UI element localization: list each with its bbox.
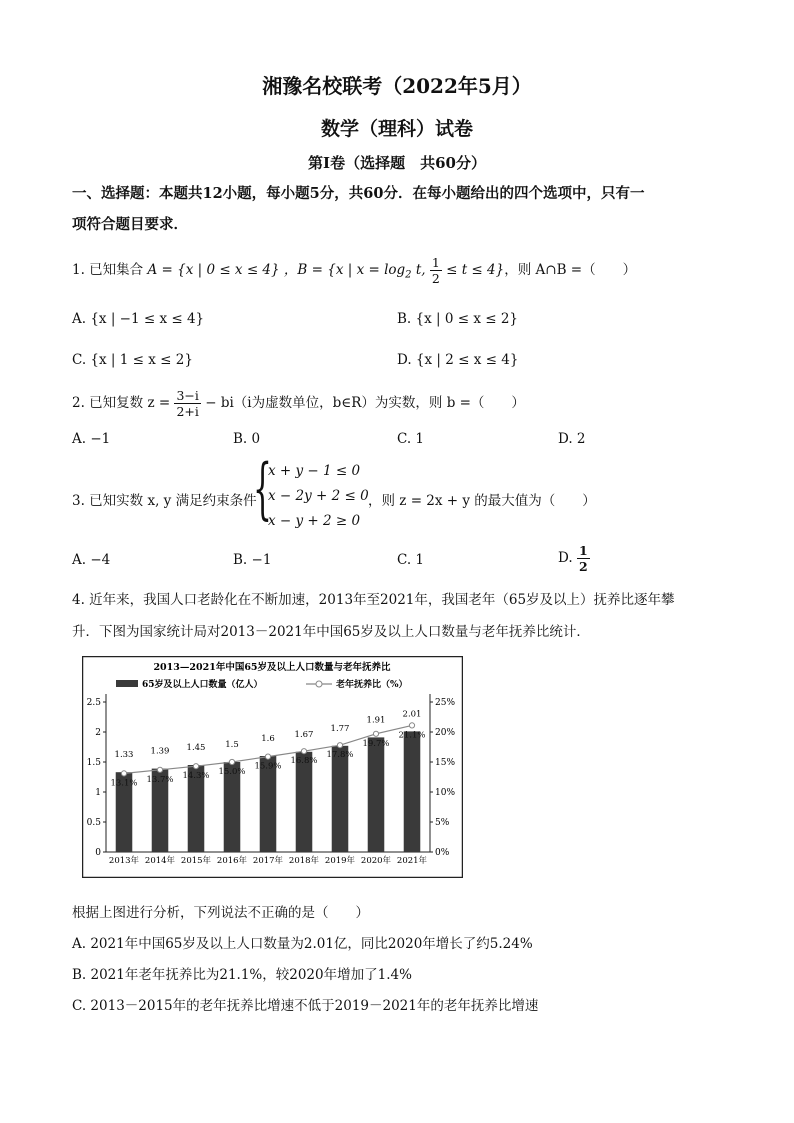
- q1-frac-den: 2: [431, 271, 440, 286]
- ratio-value-label: 13.7%: [146, 774, 174, 785]
- right-tick-label: 15%: [435, 758, 456, 768]
- left-tick-label: 1: [95, 788, 101, 798]
- q3-option-d[interactable]: [558, 543, 590, 574]
- q1-option-b[interactable]: B. {x | 0 ≤ x ≤ 2}: [397, 311, 519, 327]
- left-tick-label: 0: [95, 848, 101, 858]
- q4-option-b[interactable]: B. 2021年老年抚养比为21.1%，较2020年增加了1.4%: [72, 967, 412, 983]
- q3-constraint-3: x − y + 2 ≥ 0: [268, 513, 361, 529]
- chart-title: 2013—2021年中国65岁及以上人口数量与老年抚养比: [153, 662, 391, 673]
- bar: [296, 752, 313, 852]
- bar-value-label: 2.01: [402, 709, 422, 720]
- bar-value-label: 1.6: [261, 734, 275, 744]
- ratio-value-label: 17.8%: [326, 750, 354, 761]
- q1-suffix: ，则 A∩B =（ ）: [504, 262, 637, 278]
- x-tick-label: 2017年: [252, 856, 284, 866]
- q3-option-b[interactable]: B. −1: [233, 552, 272, 568]
- ratio-point: [301, 749, 306, 754]
- question-1-stem: [72, 255, 636, 286]
- ratio-point: [409, 723, 414, 728]
- bar-value-label: 1.33: [114, 750, 134, 761]
- question-2-stem: [72, 388, 525, 419]
- q1-set-a: A = {x | 0 ≤ x ≤ 4}: [147, 262, 280, 278]
- ratio-point: [337, 743, 342, 748]
- exam-subject: 数学（理科）试卷: [320, 118, 473, 140]
- q1-option-c[interactable]: C. {x | 1 ≤ x ≤ 2}: [72, 352, 193, 368]
- exam-title: 湘豫名校联考（2022年5月）: [262, 74, 532, 98]
- q3-suffix: ，则 z = 2x + y 的最大值为（ ）: [368, 493, 596, 509]
- bar: [368, 737, 385, 852]
- instructions-line-1: 一、选择题：本题共12小题，每小题5分，共60分．在每小题给出的四个选项中，只有一: [72, 185, 645, 202]
- left-tick-label: 1.5: [86, 758, 101, 768]
- right-tick-label: 0%: [435, 848, 450, 858]
- q2-frac-num: 3−i: [176, 388, 199, 403]
- right-tick-label: 20%: [435, 728, 456, 738]
- q3-option-d-label: D.: [558, 550, 573, 566]
- q1-fraction: [430, 255, 442, 286]
- q2-option-d[interactable]: D. 2: [558, 431, 586, 447]
- ratio-point: [229, 759, 234, 764]
- bar: [332, 746, 349, 852]
- ratio-point: [265, 754, 270, 759]
- q3-opt-d-num: 1: [578, 543, 588, 558]
- left-tick-label: 0.5: [86, 818, 101, 828]
- q4-stem-line-1: 4. 近年来，我国人口老龄化在不断加速，2013年至2021年，我国老年（65岁及以上）抚养比逐年攀: [72, 592, 675, 608]
- q1-set-b-mid: t,: [411, 262, 430, 278]
- q3-option-c[interactable]: C. 1: [397, 552, 425, 568]
- q1-frac-num: 1: [431, 255, 440, 270]
- q2-frac-den: 2+i: [176, 404, 199, 419]
- bar-value-label: 1.45: [186, 743, 206, 753]
- q3-opt-d-den: 2: [578, 559, 588, 574]
- bar: [404, 731, 421, 852]
- q3-prefix: 3. 已知实数 x, y 满足约束条件: [72, 493, 257, 509]
- right-tick-label: 5%: [435, 818, 450, 828]
- ratio-value-label: 16.8%: [290, 756, 318, 767]
- population-chart: [82, 656, 463, 878]
- legend-line-label: 老年抚养比（%）: [336, 680, 408, 690]
- bar-value-label: 1.39: [150, 746, 170, 757]
- x-tick-label: 2015年: [180, 856, 212, 866]
- q2-prefix: 2. 已知复数 z =: [72, 395, 171, 411]
- q1-option-a[interactable]: A. {x | −1 ≤ x ≤ 4}: [72, 311, 205, 327]
- q4-option-a[interactable]: A. 2021年中国65岁及以上人口数量为2.01亿，同比2020年增长了约5.24%: [72, 936, 533, 952]
- q2-option-c[interactable]: C. 1: [397, 431, 425, 447]
- x-tick-label: 2020年: [360, 856, 392, 866]
- q4-option-c[interactable]: C. 2013－2015年的老年抚养比增速不低于2019－2021年的老年抚养比增速: [72, 998, 539, 1014]
- bar-value-label: 1.67: [294, 729, 314, 740]
- q2-suffix: − bi（i为虚数单位，b∈R）为实数，则 b =（ ）: [205, 395, 525, 411]
- instructions-line-2: 项符合题目要求．: [72, 216, 188, 233]
- ratio-value-label: 21.1%: [398, 730, 426, 741]
- ratio-value-label: 19.7%: [362, 738, 390, 749]
- legend-bar-label: 65岁及以上人口数量（亿人）: [142, 680, 263, 690]
- x-tick-label: 2013年: [108, 856, 140, 866]
- right-tick-label: 25%: [435, 698, 456, 708]
- x-tick-label: 2016年: [216, 856, 248, 866]
- q1-prefix: 1. 已知集合: [72, 262, 144, 278]
- left-tick-label: 2: [95, 728, 101, 738]
- ratio-point: [373, 731, 378, 736]
- q3-option-a[interactable]: A. −4: [72, 552, 111, 568]
- legend-line-marker: [316, 681, 322, 687]
- q1-set-b-pre: ，B = {x | x = log: [283, 262, 406, 278]
- ratio-point: [157, 767, 162, 772]
- legend-bar-swatch: [116, 680, 138, 687]
- bar-value-label: 1.91: [366, 715, 386, 726]
- section-heading: 第Ⅰ卷（选择题 共60分）: [308, 154, 486, 172]
- ratio-value-label: 14.3%: [182, 771, 210, 782]
- q2-option-b[interactable]: B. 0: [233, 431, 261, 447]
- q3-constraint-1: x + y − 1 ≤ 0: [268, 463, 361, 479]
- q3-option-d-fraction: [577, 543, 590, 574]
- q3-constraint-2: x − 2y + 2 ≤ 0: [268, 488, 369, 504]
- ratio-value-label: 15.9%: [254, 761, 282, 772]
- ratio-value-label: 15.0%: [218, 767, 246, 777]
- q1-set-b-post: ≤ t ≤ 4}: [446, 262, 505, 278]
- x-tick-label: 2019年: [324, 856, 356, 866]
- q1-log-base: 2: [405, 269, 412, 281]
- x-tick-label: 2021年: [396, 856, 428, 866]
- q4-question: 根据上图进行分析，下列说法不正确的是（ ）: [72, 905, 369, 921]
- q3-brace: {: [253, 450, 272, 527]
- bar-value-label: 1.5: [225, 740, 239, 750]
- x-tick-label: 2018年: [288, 856, 320, 866]
- q4-stem-line-2: 升．下图为国家统计局对2013－2021年中国65岁及以上人口数量与老年抚养比统计．: [72, 624, 590, 640]
- q2-option-a[interactable]: A. −1: [72, 431, 111, 447]
- ratio-point: [193, 764, 198, 769]
- q2-fraction: [174, 388, 200, 419]
- bar-value-label: 1.77: [330, 723, 350, 734]
- left-tick-label: 2.5: [86, 698, 101, 708]
- x-tick-label: 2014年: [144, 856, 176, 866]
- right-tick-label: 10%: [435, 788, 456, 798]
- q1-option-d[interactable]: D. {x | 2 ≤ x ≤ 4}: [397, 352, 519, 368]
- plot-area: [87, 694, 456, 866]
- ratio-point: [121, 771, 126, 776]
- ratio-value-label: 13.1%: [110, 778, 138, 789]
